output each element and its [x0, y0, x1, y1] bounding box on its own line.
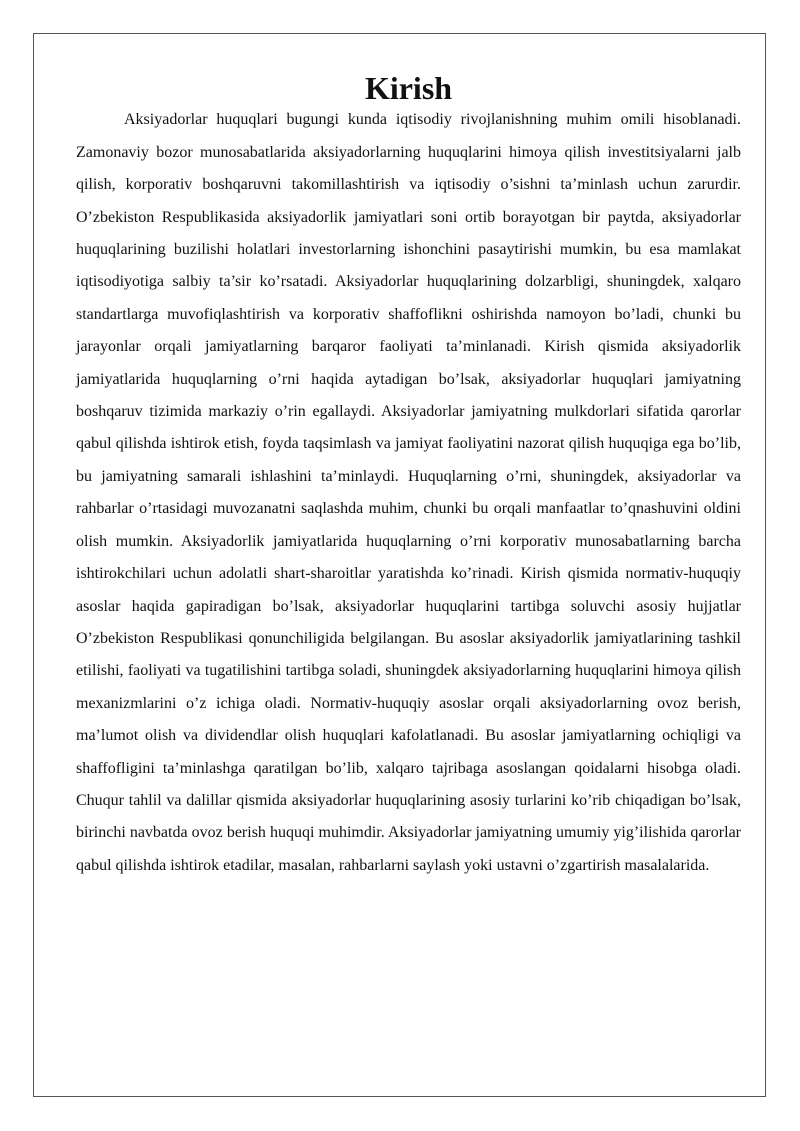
- document-title: Kirish: [364, 70, 453, 106]
- body-paragraph: Aksiyadorlar huquqlari bugungi kunda iqtisodiy rivojlanishning muhim omili hisoblanadi. Zamonaviy bozor munosabatlarida aksiyadorlarning huquqlarini himoya qilish investitsiyalarni jalb qilish, korporativ boshqaruvni takomillashtirish va iqtisodiy o’sishni ta’minlash uchun zarurdir. O’zbekiston Respublikasida aksiyadorlik jamiyatlari soni ortib borayotgan bir paytda, aksiyadorlar huquqlarining buzilishi holatlari investorlarning ishonchini pasaytirishi mumkin, bu esa mamlakat iqtisodiyotiga salbiy ta’sir ko’rsatadi. Aksiyadorlar huquqlarining dolzarbligi, shuningdek, xalqaro standartlarga muvofiqlashtirish va korporativ shaffoflikni oshirishda namoyon bo’ladi, chunki bu jarayonlar orqali jamiyatlarning barqaror faoliyati ta’minlanadi. Kirish qismida aksiyadorlik jamiyatlarida huquqlarning o’rni haqida aytadigan bo’lsak, aksiyadorlar huquqlari jamiyatning boshqaruv tizimida markaziy o’rin egallaydi. Aksiyadorlar jamiyatning mulkdorlari sifatida qarorlar qabul qilishda ishtirok etish, foyda taqsimlash va jamiyat faoliyatini nazorat qilish huquqiga ega bo’lib, bu jamiyatning samarali ishlashini ta’minlaydi. Huquqlarning o’rni, shuningdek, aksiyadorlar va rahbarlar o’rtasidagi muvozanatni saqlashda muhim, chunki bu orqali manfaatlar to’qnashuvini oldini olish mumkin. Aksiyadorlik jamiyatlarida huquqlarning o’rni korporativ munosabatlarning barcha ishtirokchilari uchun adolatli shart-sharoitlar yaratishda ko’rinadi. Kirish qismida normativ-huquqiy asoslar haqida gapiradigan bo’lsak, aksiyadorlar huquqlarini tartibga soluvchi asosiy hujjatlar O’zbekiston Respublikasi qonunchiligida belgilangan. Bu asoslar aksiyadorlik jamiyatlarining tashkil etilishi, faoliyati va tugatilishini tartibga soladi, shuningdek aksiyadorlarning huquqlarini himoya qilish mexanizmlarini o’z ichiga oladi. Normativ-huquqiy asoslar orqali aksiyadorlarning ovoz berish, ma’lumot olish va dividendlar olish huquqlari kafolatlanadi. Bu asoslar jamiyatlarning ochiqligi va shaffofligini ta’minlashga qaratilgan bo’lib, xalqaro tajribaga asoslangan qoidalarni hisobga oladi. Chuqur tahlil va dalillar qismida aksiyadorlar huquqlarining asosiy turlarini ko’rib chiqadigan bo’lsak, birinchi navbatda ovoz berish huquqi muhimdir. Aksiyadorlar jamiyatning umumiy yig’ilishida qarorlar qabul qilishda ishtirok etadilar, masalan, rahbarlarni saylash yoki ustavni o’zgartirish masalalarida.: [76, 111, 741, 874]
- document-body: [76, 72, 741, 882]
